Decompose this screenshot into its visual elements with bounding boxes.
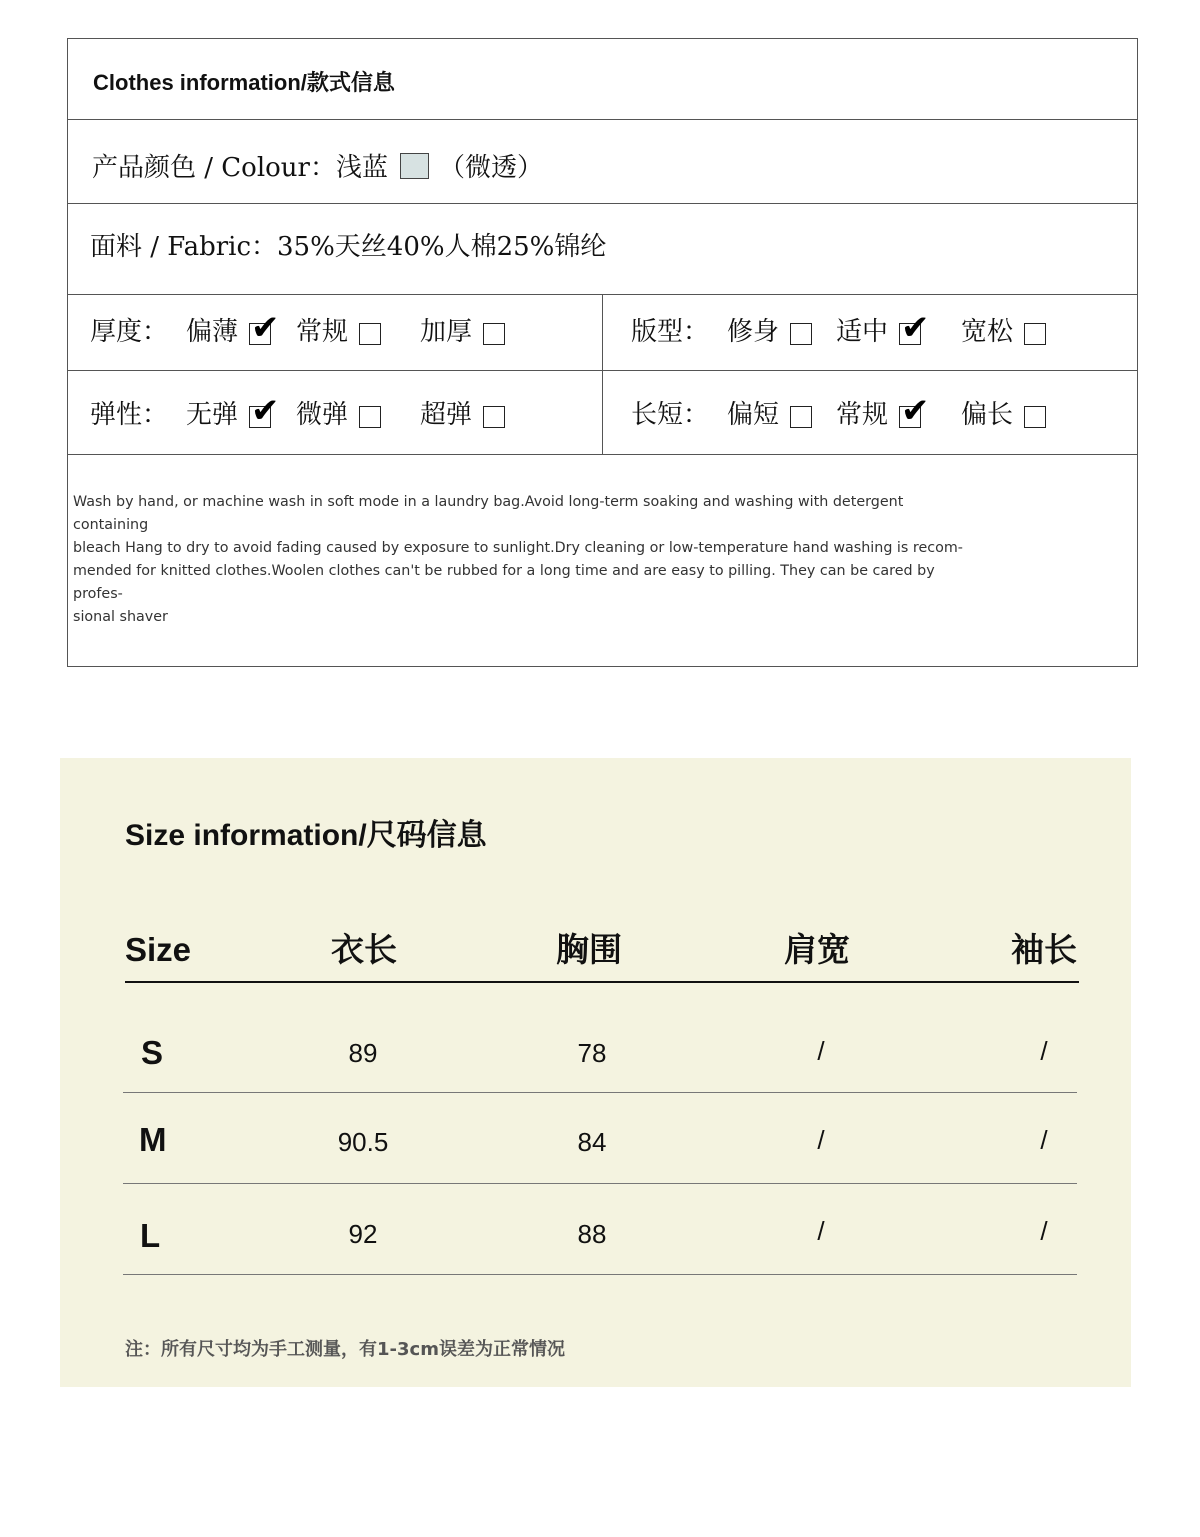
elasticity-checkbox[interactable] [249, 391, 280, 431]
measurement-note: 注：所有尺寸均为手工测量，有1-3cm误差为正常情况 [125, 1339, 565, 1360]
fit-option-label: 修身 [727, 317, 780, 347]
table-cell: / [817, 1125, 825, 1155]
table-cell: / [1040, 1216, 1048, 1246]
care-line: Wash by hand, or machine wash in soft mode in a laundry bag.Avoid long-term soaking and washing with detergent containing [73, 494, 904, 533]
care-instructions [73, 491, 963, 629]
fit-checkbox[interactable] [1024, 323, 1046, 345]
column-divider [602, 294, 603, 454]
clothes-info-box [67, 38, 1138, 667]
check-mark-icon: ✔ [901, 308, 930, 348]
row-divider [123, 1183, 1077, 1184]
size-info-title: Size information/尺码信息 [125, 819, 487, 852]
size-label: M [139, 1121, 167, 1158]
sleeve-header: 袖长 [1011, 931, 1077, 968]
length-option-label: 偏短 [727, 400, 780, 430]
size-label: S [141, 1034, 164, 1071]
care-line: sional shaver [73, 609, 168, 625]
row-divider [123, 1092, 1077, 1093]
care-line: bleach Hang to dry to avoid fading caused by exposure to sunlight.Dry cleaning or low-temperature hand washing is recom- [73, 540, 963, 556]
size-header: Size [125, 931, 192, 968]
fabric-row: 面料 / Fabric：35%天丝40%人棉25%锦纶 [90, 232, 607, 262]
table-cell: / [817, 1216, 825, 1246]
elasticity-checkbox[interactable] [359, 406, 381, 428]
thickness-checkbox[interactable] [483, 323, 505, 345]
check-mark-icon: ✔ [251, 391, 280, 431]
thickness-checkbox[interactable] [249, 308, 280, 348]
elasticity-option-label: 微弹 [296, 400, 349, 430]
fit-option-label: 宽松 [961, 317, 1014, 347]
fit-checkbox[interactable] [790, 323, 812, 345]
colour-row [92, 153, 543, 183]
length-label: 长短： [631, 400, 710, 430]
length-checkbox[interactable] [790, 406, 812, 428]
table-cell: 90.5 [337, 1127, 389, 1157]
elasticity-option-label: 超弹 [420, 400, 473, 430]
fit-option-label: 适中 [836, 317, 889, 347]
size-label: L [140, 1217, 161, 1254]
table-cell: / [817, 1036, 825, 1066]
header-divider [125, 981, 1079, 983]
care-line: mended for knitted clothes.Woolen clothes can't be rubbed for a long time and are easy to pilling. They can be cared by profes- [73, 563, 935, 602]
thickness-checkbox[interactable] [359, 323, 381, 345]
length-header: 衣长 [331, 931, 397, 968]
thickness-option-label: 常规 [296, 317, 349, 347]
clothes-info-title: Clothes information/款式信息 [93, 70, 395, 95]
elasticity-option-label: 无弹 [186, 400, 239, 430]
colour-swatch [400, 153, 429, 179]
chest-header: 胸围 [556, 931, 622, 968]
divider [68, 203, 1137, 204]
divider [68, 454, 1137, 455]
colour-note: （微透） [438, 153, 543, 183]
table-cell: 84 [577, 1127, 607, 1157]
thickness-option-label: 偏薄 [186, 317, 239, 347]
fit-checkbox[interactable] [899, 308, 930, 348]
thickness-label: 厚度： [90, 317, 169, 347]
colour-label: 产品颜色 / Colour：浅蓝 [92, 153, 388, 183]
table-cell: / [1040, 1125, 1048, 1155]
check-mark-icon: ✔ [251, 308, 280, 348]
check-mark-icon: ✔ [901, 391, 930, 431]
thickness-option-label: 加厚 [420, 317, 473, 347]
table-cell: 88 [577, 1219, 607, 1249]
size-info-panel [60, 758, 1131, 1387]
length-option-label: 常规 [836, 400, 889, 430]
table-cell: 89 [348, 1038, 378, 1068]
elasticity-label: 弹性： [90, 400, 169, 430]
table-cell: 92 [348, 1219, 378, 1249]
row-divider [123, 1274, 1077, 1275]
table-cell: / [1040, 1036, 1048, 1066]
table-cell: 78 [577, 1038, 607, 1068]
elasticity-checkbox[interactable] [483, 406, 505, 428]
length-option-label: 偏长 [961, 400, 1014, 430]
length-checkbox[interactable] [1024, 406, 1046, 428]
length-checkbox[interactable] [899, 391, 930, 431]
divider [68, 119, 1137, 120]
fit-label: 版型： [631, 317, 710, 347]
shoulder-header: 肩宽 [784, 931, 850, 968]
